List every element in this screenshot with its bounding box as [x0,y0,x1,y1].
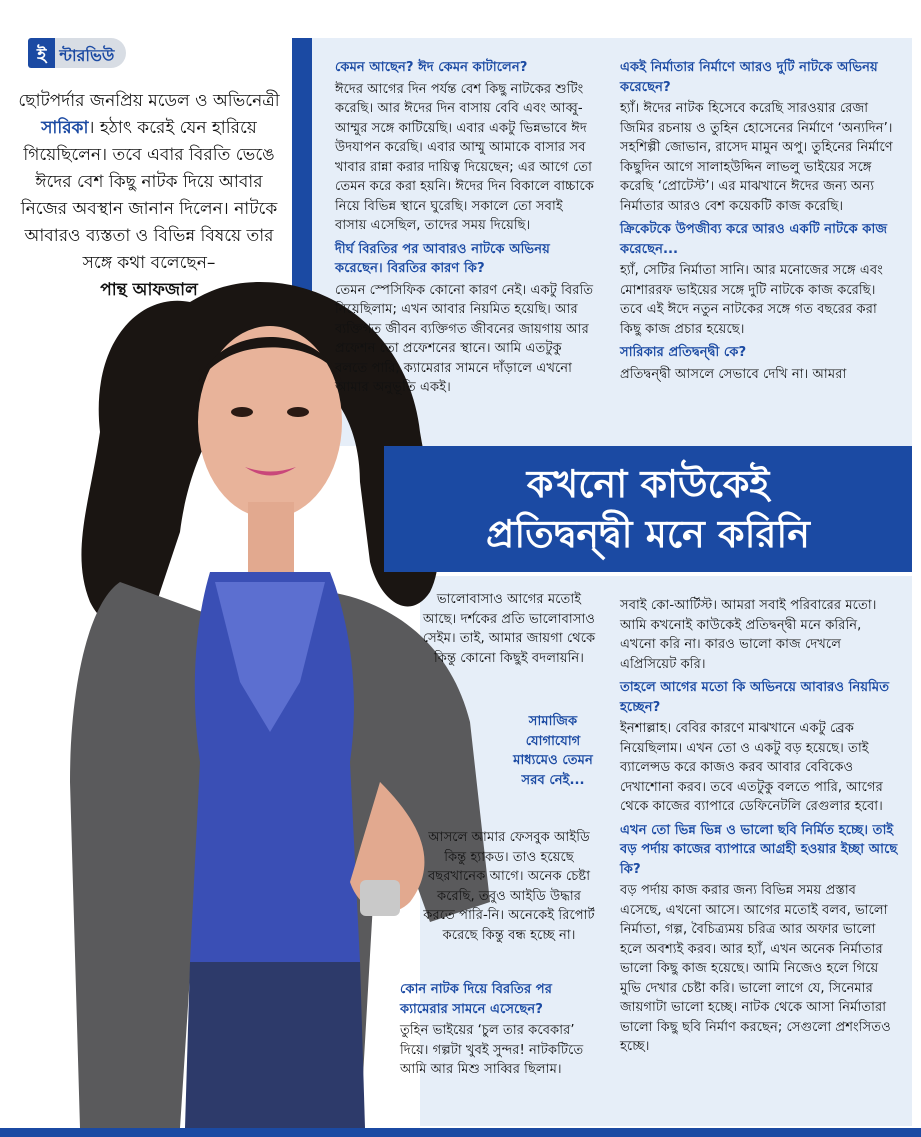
question-comeback-drama: কোন নাটক দিয়ে বিরতির পর ক্যামেরার সামনে এসেছেন? [400,982,553,1017]
question-break: দীর্ঘ বিরতির পর আবারও নাটকে অভিনয় করেছেন। বিরতির কারণ কি? [335,241,550,276]
question-big-screen: এখন তো ভিন্ন ভিন্ন ও ভালো ছবি নির্মিত হচ্ছে। তাই বড় পর্দায় কাজের ব্যাপারে আগ্রহী হওয়ার ইচ্ছা আছে কি? [620,822,898,877]
headline-line-2: প্রতিদ্বন্দ্বী মনে করিনি [486,512,810,556]
column-2 [620,56,900,388]
section-tag-letter: ই [28,38,55,68]
question-eid: কেমন আছেন? ঈদ কেমন কাটালেন? [335,60,528,75]
column-3 [420,590,598,672]
answer-big-screen: বড় পর্দায় কাজ করার জন্য বিভিন্ন সময় প্রস্তাব এসেছে, এখনো আসে। আগের মতোই বলব, ভালো নির্মাতা, গল্প, বৈচিত্র্যময় চরিত্র আর অফার ভালো হলে অবশ্যই করব। আর হ্যাঁ, এখন অনেক নির্মাতার ভালো কিছু কাজ হয়েছে। আমি নিজেও হলে গিয়ে মুভি দেখার চেষ্টা করি। ভালো লাগে যে, সিনেমার জায়গাটা ভালো হচ্ছে। নাটক থেকে আসা নির্মাতারা ভালো কিছু ছবি নির্মাণ করছেন; সেগুলো প্রশংসিতও হচ্ছে। [620,883,891,1054]
column-3-bottom [400,978,600,1084]
answer-rival: প্রতিদ্বন্দ্বী আসলে সেভাবে দেখি না। আমরা [620,366,847,382]
subject-name: সারিকা [41,118,89,138]
question-social-media: সামাজিক যোগাযোগ মাধ্যমেও তেমন সরব নেই... [513,714,593,788]
answer-social-media: আসলে আমার ফেসবুক আইডি কিন্তু হ্যাকড। তাও হয়েছে বছরখানেক আগে। অনেক চেষ্টা করেছি, তবুও আইডি উদ্ধার করতে পারি-নি। অনেকেই রিপোর্ট করেছে কিন্তু বন্ধ হচ্ছে না। [423,830,595,943]
question-rival: সারিকার প্রতিদ্বন্দ্বী কে? [620,345,747,360]
headline-line-1: কখনো কাউকেই [526,462,770,506]
column-1 [335,56,597,402]
section-tag-word: ন্টারভিউ [55,38,126,68]
jeans [185,962,365,1128]
answer-eid: ঈদের আগের দিন পর্যন্ত বেশ কিছু নাটকের শুটিং করেছি। আর ঈদের দিন বাসায় বেবি এবং আব্বু-আম্মুর সঙ্গে কাটিয়েছি। এবার একটু ভিন্নভাবে ঈদ উদযাপন করেছি। এবার আম্মু আমাকে বাসার সব খাবার রান্না করার দায়িত্ব দিয়েছেন; এর আগে তো তেমন করে করা হয়নি। ঈদের দিন বিকালে বাচ্চাকে নিয়ে বিভিন্ন স্থানে ঘুরেছি। সকালে তো সবাই বাসায় এসেছিল, তাদের সময় দিয়েছি। [335,81,594,233]
section-tag [28,38,126,68]
question-same-director: একই নির্মাতার নির্মাণে আরও দুটি নাটকে অভিনয় করেছেন? [620,60,878,95]
intro-part1: ছোটপর্দার জনপ্রিয় মডেল ও অভিনেত্রী [18,91,280,111]
bracelet [360,880,400,916]
answer-same-director: হ্যাঁ। ঈদের নাটক হিসেবে করেছি সারওয়ার রেজা জিমির রচনায় ও তুহিন হোসেনের নির্মাণে ‘অন্যদিন’। সহশিল্পী জোভান, রাসেদ মামুন অপু। তুহিনের নির্মাণে কিছুদিন আগে সালাহউদ্দিন লাভলু ভাইয়ের সঙ্গে করেছি ‘প্রোটেস্ট’। এর মাঝখানে ঈদের জন্য অন্য নির্মাতার আরও বেশ কয়েকটি কাজ করেছি। [620,101,893,214]
byline: পান্থ আফজাল [100,280,198,300]
intro-part2: । হঠাৎ করেই যেন হারিয়ে গিয়েছিলেন। তবে এবার বিরতি ভেঙে ঈদের বেশ কিছু নাটক দিয়ে আবার নিজের অবস্থান জানান দিলেন। নাটকে আবারও ব্যস্ততা ও বিভিন্ন বিষয়ে তার সঙ্গে কথা বলেছেন– [20,118,278,273]
headline-band [384,446,912,572]
answer-cricket: হ্যাঁ, সেটির নির্মাতা সানি। আর মনোজের সঙ্গে এবং মোশাররফ ভাইয়ের সঙ্গে দুটি নাটকে কাজ করেছি। তবে এই ঈদে নতুন নাটকের সঙ্গে গত বছরের করা কিছু কাজ প্রচার হয়েছে। [620,263,883,337]
neck-shape [248,502,294,572]
answer-comeback-drama: তুহিন ভাইয়ের ‘চুল তার কবেকার’ দিয়ে। গল্পটা খুবই সুন্দর! নাটকটিতে আমি আর মিশু সাব্বির ছিলাম। [400,1023,584,1077]
column-4 [620,596,900,1061]
answer-regular: ইনশাল্লাহ। বেবির কারণে মাঝখানে একটু ব্রেক নিয়েছিলাম। এখন তো ও একটু বড় হয়েছে। তাই ব্যালেন্সড করে কাজও করব আবার বেবিকেও দেখাশোনা করব। তবে এতটুকু বলতে পারি, আগের থেকে কাজের ব্যাপারে ডেফিনেটলি রেগুলার হবো। [620,721,883,814]
question-regular: তাহলে আগের মতো কি অভিনয়ে আবারও নিয়মিত হচ্ছেন? [620,680,890,715]
left-eye [231,407,253,417]
answer-break: তেমন স্পেসিফিক কোনো কারণ নেই। একটু বিরতি নিয়েছিলাম; এখন আবার নিয়মিত হয়েছি। আর ব্যক্তিগত জীবন ব্যক্তিগত জীবনের জায়গায় আর প্রফেশন তো প্রফেশনের স্থানে। আমি এতটুকু বলতে পারি, ক্যামেরার সামনে দাঁড়ালে এখনো আমার অনুভূতি একই। [335,282,594,395]
answer-coartist: সবাই কো-আর্টিস্ট। আমরা সবাই পরিবারের মতো। আমি কখনোই কাউকেই প্রতিদ্বন্দ্বী মনে করিনি, এখনো করি না। কারও ভালো কাজ দেখলে এপ্রিসিয়েট করি। [620,598,877,672]
right-eye [287,407,309,417]
question-cricket: ক্রিকেটকে উপজীব্য করে আরও একটি নাটকে কাজ করেছেন... [620,222,888,257]
bottom-rule [0,1128,921,1137]
answer-love: ভালোবাসাও আগের মতোই আছে। দর্শকের প্রতি ভালোবাসাও সেইম। তাই, আমার জায়গা থেকে কিন্তু কোনো কিছুই বদলায়নি। [422,592,596,666]
